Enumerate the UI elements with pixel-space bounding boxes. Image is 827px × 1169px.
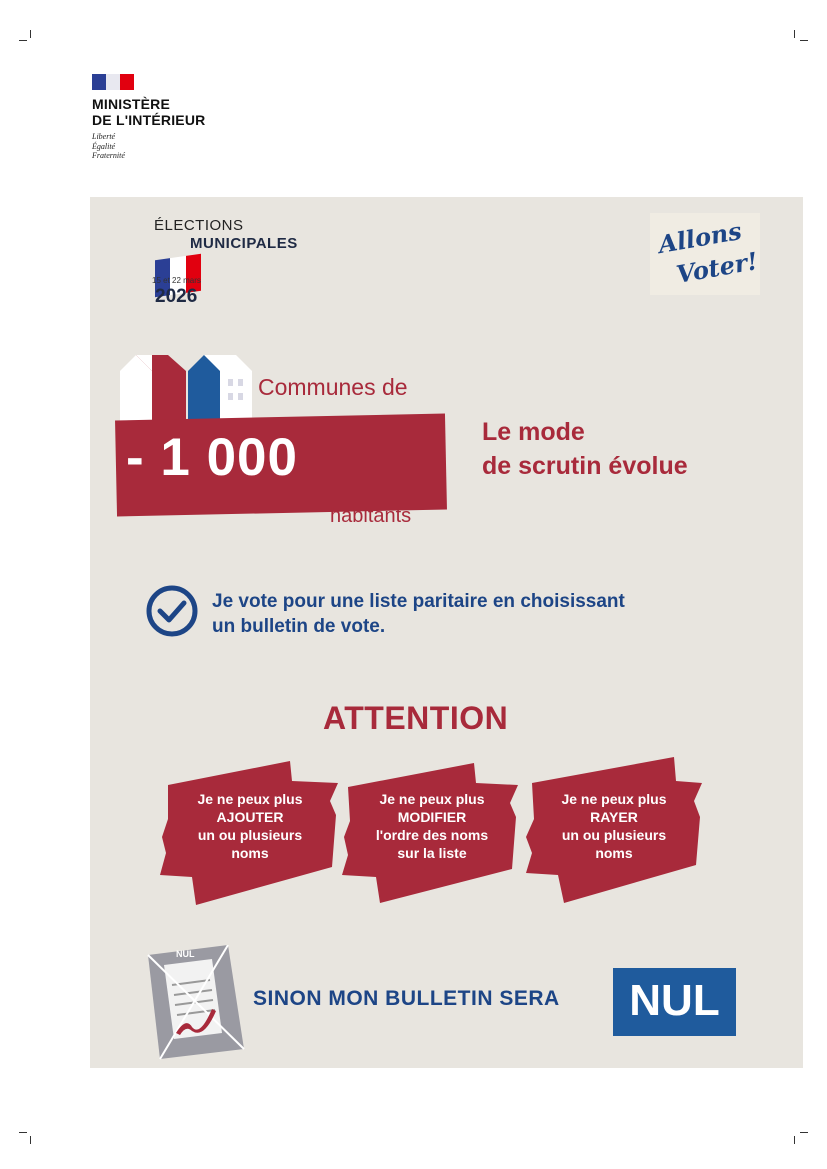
vote-instruction bbox=[212, 589, 625, 639]
warning-text: SINON MON BULLETIN SERA bbox=[253, 987, 560, 1010]
nul-text: NUL bbox=[629, 976, 720, 1025]
crop-mark bbox=[800, 40, 808, 41]
ministry-header bbox=[92, 74, 205, 161]
marianne-logo-icon bbox=[92, 74, 134, 90]
rule-keyword: RAYER bbox=[590, 809, 638, 825]
voter-text: Voter! bbox=[674, 246, 760, 289]
rule-line: Je ne peux plus bbox=[197, 791, 303, 807]
crop-mark bbox=[30, 1136, 31, 1144]
houses-icon bbox=[120, 355, 255, 421]
vote-instruction-line2: un bulletin de vote. bbox=[212, 616, 386, 637]
motto-fraternite: Fraternité bbox=[92, 151, 125, 160]
rule-line: noms bbox=[231, 845, 269, 861]
crop-mark bbox=[794, 1136, 795, 1144]
rule-line: un ou plusieurs bbox=[197, 827, 303, 843]
habitants-label: habitants bbox=[330, 505, 412, 527]
inhabitants-threshold: - 1 000 bbox=[126, 428, 299, 487]
attention-heading: ATTENTION bbox=[323, 700, 509, 736]
rule-text bbox=[160, 790, 340, 862]
rule-banner-rayer bbox=[524, 757, 704, 907]
rule-keyword: MODIFIER bbox=[397, 809, 467, 825]
crop-mark bbox=[30, 30, 31, 38]
republic-motto bbox=[92, 132, 205, 161]
elections-dates: 15 et 22 mars bbox=[152, 276, 201, 285]
rule-text bbox=[342, 790, 522, 862]
rule-line: l'ordre des noms bbox=[375, 827, 489, 843]
motto-liberte: Liberté bbox=[92, 132, 116, 141]
rule-line: sur la liste bbox=[397, 845, 467, 861]
checkmark-circle-icon bbox=[145, 584, 199, 638]
motto-egalite: Égalité bbox=[92, 141, 116, 151]
rule-banner-modifier bbox=[342, 757, 522, 907]
vote-instruction-line1: Je vote pour une liste paritaire en choisissant bbox=[212, 591, 625, 612]
elections-title: ÉLECTIONS bbox=[154, 217, 244, 234]
mode-heading-line2: de scrutin évolue bbox=[482, 452, 688, 480]
rule-keyword: AJOUTER bbox=[216, 809, 284, 825]
nul-badge bbox=[613, 968, 736, 1036]
ministry-name bbox=[92, 96, 205, 128]
crossed-ballot-icon bbox=[146, 945, 246, 1060]
crop-mark bbox=[19, 40, 27, 41]
crop-mark bbox=[794, 30, 795, 38]
rule-banner-ajouter bbox=[160, 757, 340, 907]
ministry-name-line2: DE L'INTÉRIEUR bbox=[92, 112, 206, 128]
rule-line: noms bbox=[595, 845, 633, 861]
mode-heading-line1: Le mode bbox=[482, 418, 585, 446]
ballot-label: NUL bbox=[176, 949, 195, 959]
rule-line: Je ne peux plus bbox=[561, 791, 667, 807]
crop-mark bbox=[800, 1132, 808, 1133]
allons-voter-logo bbox=[650, 213, 760, 295]
rule-line: Je ne peux plus bbox=[379, 791, 485, 807]
rule-line: un ou plusieurs bbox=[561, 827, 667, 843]
elections-logo bbox=[122, 217, 302, 312]
poster-panel bbox=[90, 197, 803, 1068]
elections-subtitle: MUNICIPALES bbox=[190, 235, 298, 252]
elections-year: 2026 bbox=[155, 286, 198, 307]
communes-label: Communes de bbox=[258, 374, 408, 400]
crop-mark bbox=[19, 1132, 27, 1133]
ministry-name-line1: MINISTÈRE bbox=[92, 96, 171, 112]
rule-text bbox=[524, 790, 704, 862]
mode-heading bbox=[482, 415, 688, 483]
allons-text: Allons bbox=[656, 215, 744, 260]
